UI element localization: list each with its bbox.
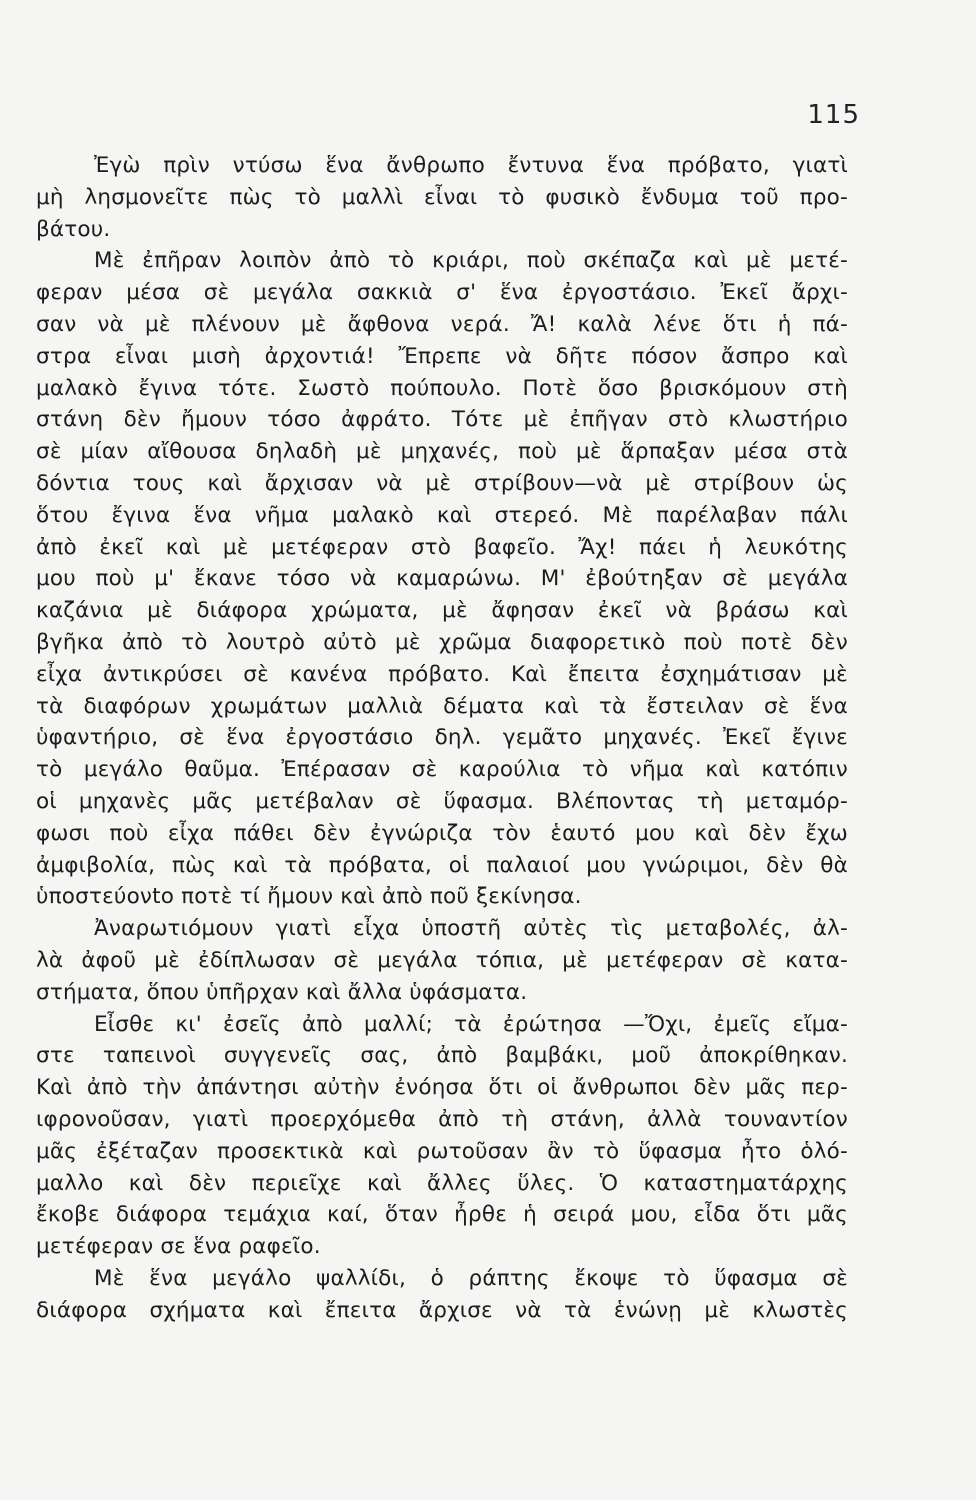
text-line: λὰ ἀφοῦ μὲ ἐδίπλωσαν σὲ μεγάλα τόπια, μὲ μετέφεραν σὲ κατα- bbox=[36, 947, 848, 973]
text-line: μετέφεραν σε ἕνα ραφεῖο. bbox=[36, 1234, 321, 1260]
text-line: Μὲ ἕνα μεγάλο ψαλλίδι, ὁ ράπτης ἔκοψε τὸ ὕφασμα σὲ bbox=[94, 1265, 848, 1291]
text-line: Εἶσθε κι' ἐσεῖς ἀπὸ μαλλί; τὰ ἐρώτησα —Ὄχι, ἐμεῖς εἴμα- bbox=[94, 1011, 848, 1037]
text-line: ἔκοβε διάφορα τεμάχια καί, ὅταν ἦρθε ἡ σειρά μου, εἶδα ὅτι μᾶς bbox=[36, 1202, 848, 1228]
text-line: εἶχα ἀντικρύσει σὲ κανένα πρόβατο. Καὶ ἔπειτα ἐσχημάτισαν μὲ bbox=[36, 661, 848, 687]
text-line: ὅτου ἔγινα ἕνα νῆμα μαλακὸ καὶ στερεό. Μὲ παρέλαβαν πάλι bbox=[36, 502, 848, 528]
text-line: διάφορα σχήματα καὶ ἔπειτα ἄρχισε νὰ τὰ ἑνώνῃ μὲ κλωστὲς bbox=[36, 1297, 848, 1323]
body-text bbox=[36, 150, 848, 1326]
text-line: βάτου. bbox=[36, 216, 111, 242]
text-line: μαλακὸ ἔγινα τότε. Σωστὸ πούπουλο. Ποτὲ ὅσο βρισκόμουν στὴ bbox=[36, 375, 848, 401]
text-line: μὴ λησμονεῖτε πὼς τὸ μαλλὶ εἶναι τὸ φυσικὸ ἔνδυμα τοῦ προ- bbox=[36, 184, 848, 210]
text-line: Μὲ ἐπῆραν λοιπὸν ἀπὸ τὸ κριάρι, ποὺ σκέπαζα καὶ μὲ μετέ- bbox=[94, 248, 848, 274]
text-line: στάνη δὲν ἤμουν τόσο ἀφράτο. Τότε μὲ ἐπῆγαν στὸ κλωστήριο bbox=[36, 407, 848, 433]
text-line: καζάνια μὲ διάφορα χρώματα, μὲ ἄφησαν ἐκεῖ νὰ βράσω καὶ bbox=[36, 598, 848, 624]
text-line: μᾶς ἐξέταζαν προσεκτικὰ καὶ ρωτοῦσαν ἂν τὸ ὕφασμα ἦτο ὁλό- bbox=[36, 1138, 848, 1164]
text-line: Καὶ ἀπὸ τὴν ἀπάντησι αὐτὴν ἐνόησα ὅτι οἱ ἄνθρωποι δὲν μᾶς περ- bbox=[36, 1075, 848, 1101]
text-line: τὰ διαφόρων χρωμάτων μαλλιὰ δέματα καὶ τὰ ἔστειλαν σὲ ἕνα bbox=[36, 693, 848, 719]
text-line: φεραν μέσα σὲ μεγάλα σακκιὰ σ' ἕνα ἐργοστάσιο. Ἐκεῖ ἄρχι- bbox=[36, 280, 848, 306]
text-line: ὑποστεύονto ποτὲ τί ἤμουν καὶ ἀπὸ ποῦ ξεκίνησα. bbox=[36, 884, 582, 910]
text-line: τὸ μεγάλο θαῦμα. Ἐπέρασαν σὲ καρούλια τὸ νῆμα καὶ κατόπιν bbox=[36, 757, 848, 783]
text-line: μου ποὺ μ' ἔκανε τόσο νὰ καμαρώνω. Μ' ἐβούτηξαν σὲ μεγάλα bbox=[36, 566, 848, 592]
text-line: οἱ μηχανὲς μᾶς μετέβαλαν σὲ ὕφασμα. Βλέποντας τὴ μεταμόρ- bbox=[36, 788, 848, 814]
text-line: ἀπὸ ἐκεῖ καὶ μὲ μετέφεραν στὸ βαφεῖο. Ἄχ! πάει ἡ λευκότης bbox=[36, 534, 848, 560]
text-line: δόντια τους καὶ ἄρχισαν νὰ μὲ στρίβουν—νὰ μὲ στρίβουν ὡς bbox=[36, 470, 848, 496]
text-line: φωσι ποὺ εἶχα πάθει δὲν ἐγνώριζα τὸν ἑαυτό μου καὶ δὲν ἔχω bbox=[36, 820, 848, 846]
text-line: μαλλο καὶ δὲν περιεῖχε καὶ ἄλλες ὕλες. Ὁ καταστηματάρχης bbox=[36, 1170, 848, 1196]
text-line: στρα εἶναι μισὴ ἀρχοντιά! Ἔπρεπε νὰ δῆτε πόσον ἄσπρο καὶ bbox=[36, 343, 848, 369]
text-line: Ἀναρωτιόμουν γιατὶ εἶχα ὑποστῆ αὐτὲς τὶς μεταβολές, ἀλ- bbox=[94, 916, 848, 942]
text-line: ὑφαντήριο, σὲ ἕνα ἐργοστάσιο δηλ. γεμᾶτο μηχανές. Ἐκεῖ ἔγινε bbox=[36, 725, 848, 751]
text-line: στε ταπεινοὶ συγγενεῖς σας, ἀπὸ βαμβάκι, μοῦ ἀποκρίθηκαν. bbox=[36, 1043, 848, 1069]
text-line: σὲ μίαν αἴθουσα δηλαδὴ μὲ μηχανές, ποὺ μὲ ἅρπαξαν μέσα στὰ bbox=[36, 439, 848, 465]
page-number: 115 bbox=[807, 100, 860, 130]
text-line: Ἐγὼ πρὶν ντύσω ἕνα ἄνθρωπο ἔντυνα ἕνα πρόβατο, γιατὶ bbox=[94, 153, 848, 178]
text-line: ιφρονοῦσαν, γιατὶ προερχόμεθα ἀπὸ τὴ στάνη, ἀλλὰ τουναντίον bbox=[36, 1106, 848, 1132]
text-line: σαν νὰ μὲ πλένουν μὲ ἄφθονα νερά. Ἄ! καλὰ λένε ὅτι ἡ πά- bbox=[36, 311, 848, 337]
text-line: βγῆκα ἀπὸ τὸ λουτρὸ αὐτὸ μὲ χρῶμα διαφορετικὸ ποὺ ποτὲ δὲν bbox=[36, 629, 848, 655]
text-line: ἀμφιβολία, πὼς καὶ τὰ πρόβατα, οἱ παλαιοί μου γνώριμοι, δὲν θὰ bbox=[36, 852, 848, 878]
text-line: στήματα, ὅπου ὑπῆρχαν καὶ ἄλλα ὑφάσματα. bbox=[36, 979, 528, 1005]
